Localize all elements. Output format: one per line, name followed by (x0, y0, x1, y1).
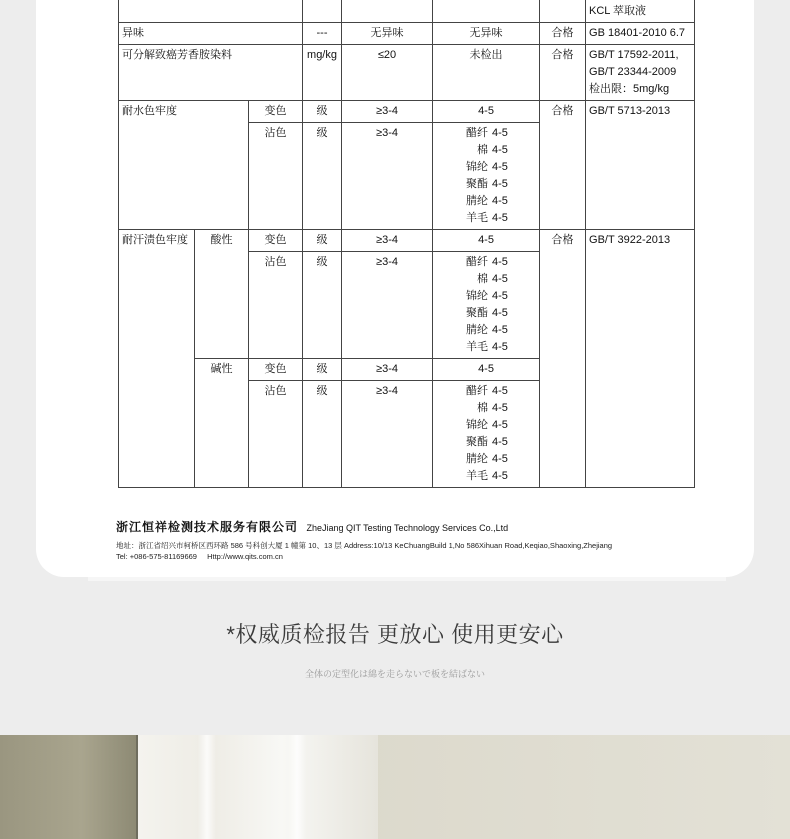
subitem-cell: 变色 (249, 101, 303, 123)
result-cell: 无异味 (433, 23, 540, 45)
unit-cell: --- (303, 23, 342, 45)
table-row (119, 101, 695, 123)
subitem-cell: 变色 (249, 359, 303, 381)
unit-cell: 级 (303, 359, 342, 381)
fabric-result (436, 176, 536, 193)
fabric-name: 羊毛 (466, 341, 489, 353)
fabric-name: 醋纤 (466, 256, 489, 268)
item-cell: 耐水色牢度 (119, 101, 249, 230)
fabric-grade: 4-5 (492, 195, 508, 207)
condition-cell: 碱性 (195, 359, 249, 488)
fabric-name: 聚酯 (466, 307, 489, 319)
company-tel: Tel: +086-575-81169669 (116, 552, 197, 561)
fabric-grade: 4-5 (492, 161, 508, 173)
fabric-grade: 4-5 (492, 436, 508, 448)
subitem-cell: 沾色 (249, 381, 303, 488)
unit-cell: 级 (303, 230, 342, 252)
fabric-name: 棉 (477, 144, 489, 156)
requirement-cell: ≥3-4 (342, 230, 433, 252)
result-cell: 4-5 (433, 230, 540, 252)
verdict-cell (540, 0, 586, 23)
card-shadow (88, 577, 726, 581)
subitem-cell: 沾色 (249, 252, 303, 359)
fabric-result-list (433, 381, 540, 488)
verdict-cell: 合格 (540, 45, 586, 101)
standard-cell: KCL 萃取液 (586, 0, 695, 23)
fabric-result (436, 322, 536, 339)
fabric-grade: 4-5 (492, 307, 508, 319)
fabric-result (436, 339, 536, 356)
result-cell: 4-5 (433, 101, 540, 123)
slogan: *权威质检报告 更放心 使用更安心 (226, 622, 564, 647)
fabric-name: 锦纶 (466, 161, 489, 173)
fabric-result-list (433, 123, 540, 230)
fabric-grade: 4-5 (492, 385, 508, 397)
fabric-grade: 4-5 (492, 324, 508, 336)
unit-cell: 级 (303, 381, 342, 488)
unit-cell: 级 (303, 101, 342, 123)
company-footer (116, 518, 716, 562)
requirement-cell: ≤20 (342, 45, 433, 101)
fabric-result (436, 383, 536, 400)
unit-cell: 级 (303, 123, 342, 230)
requirement-cell (342, 0, 433, 23)
result-cell: 未检出 (433, 45, 540, 101)
requirement-cell: ≥3-4 (342, 123, 433, 230)
fabric-grade: 4-5 (492, 178, 508, 190)
fabric-result (436, 288, 536, 305)
subitem-cell: 变色 (249, 230, 303, 252)
fabric-result (436, 210, 536, 227)
requirement-cell: ≥3-4 (342, 359, 433, 381)
test-report-table (118, 0, 695, 488)
fabric-name: 锦纶 (466, 290, 489, 302)
fabric-result (436, 125, 536, 142)
fabric-name: 腈纶 (466, 453, 489, 465)
requirement-cell: ≥3-4 (342, 252, 433, 359)
unit-cell (303, 0, 342, 23)
curtain-photo (0, 735, 790, 839)
unit-cell: 级 (303, 252, 342, 359)
fabric-result (436, 305, 536, 322)
verdict-cell: 合格 (540, 23, 586, 45)
fabric-grade: 4-5 (492, 144, 508, 156)
item-cell: 异味 (119, 23, 303, 45)
company-website[interactable]: Http://www.qits.com.cn (207, 552, 283, 561)
fabric-grade: 4-5 (492, 127, 508, 139)
fabric-name: 羊毛 (466, 470, 489, 482)
fabric-grade: 4-5 (492, 212, 508, 224)
fabric-grade: 4-5 (492, 256, 508, 268)
fabric-result (436, 142, 536, 159)
standard-cell: GB/T 5713-2013 (586, 101, 695, 230)
fabric-grade: 4-5 (492, 470, 508, 482)
item-cell: 耐汗渍色牢度 (119, 230, 195, 488)
fabric-name: 腈纶 (466, 195, 489, 207)
fabric-result (436, 254, 536, 271)
fabric-result (436, 400, 536, 417)
table-row (119, 23, 695, 45)
table-row (119, 45, 695, 101)
standard-cell: GB/T 3922-2013 (586, 230, 695, 488)
fabric-name: 羊毛 (466, 212, 489, 224)
fabric-result (436, 159, 536, 176)
result-cell (433, 0, 540, 23)
fabric-result (436, 468, 536, 485)
fabric-name: 醋纤 (466, 385, 489, 397)
subitem-cell: 沾色 (249, 123, 303, 230)
requirement-cell: ≥3-4 (342, 381, 433, 488)
fabric-result (436, 451, 536, 468)
result-cell: 4-5 (433, 359, 540, 381)
tagline: 全体の定型化は綿を走らないで板を結ばない (304, 669, 485, 679)
company-contact (116, 551, 716, 562)
fabric-grade: 4-5 (492, 341, 508, 353)
unit-cell: mg/kg (303, 45, 342, 101)
fabric-grade: 4-5 (492, 273, 508, 285)
table-row (119, 230, 695, 252)
table-row (119, 0, 695, 23)
fabric-result (436, 417, 536, 434)
fabric-name: 棉 (477, 402, 489, 414)
fabric-grade: 4-5 (492, 453, 508, 465)
fabric-result (436, 434, 536, 451)
fabric-grade: 4-5 (492, 419, 508, 431)
fabric-name: 棉 (477, 273, 489, 285)
company-address: 地址：浙江省绍兴市柯桥区西环路 586 号科创大厦 1 幢第 10、13 层 Address:10/13 KeChuangBuild 1,No 586Xihuan Road,Keqiao,Shaoxing,Zhejiang (116, 541, 613, 550)
fabric-name: 锦纶 (466, 419, 489, 431)
company-name-en: ZheJiang QIT Testing Technology Services Co.,Ltd (306, 523, 509, 533)
fabric-name: 聚酯 (466, 178, 489, 190)
verdict-cell: 合格 (540, 101, 586, 230)
verdict-cell: 合格 (540, 230, 586, 488)
fabric-result-list (433, 252, 540, 359)
standard-cell: GB 18401-2010 6.7 (586, 23, 695, 45)
fabric-grade: 4-5 (492, 402, 508, 414)
fabric-result (436, 271, 536, 288)
item-cell: 可分解致癌芳香胺染料 (119, 45, 303, 101)
requirement-cell: 无异味 (342, 23, 433, 45)
fabric-name: 聚酯 (466, 436, 489, 448)
requirement-cell: ≥3-4 (342, 101, 433, 123)
fabric-name: 醋纤 (466, 127, 489, 139)
fabric-name: 腈纶 (466, 324, 489, 336)
standard-cell: GB/T 17592-2011, GB/T 23344-2009 检出限：5mg/kg (586, 45, 695, 101)
fabric-grade: 4-5 (492, 290, 508, 302)
condition-cell: 酸性 (195, 230, 249, 359)
company-name-cn: 浙江恒祥检测技术服务有限公司 (116, 520, 299, 534)
fabric-result (436, 193, 536, 210)
item-cell (119, 0, 303, 23)
